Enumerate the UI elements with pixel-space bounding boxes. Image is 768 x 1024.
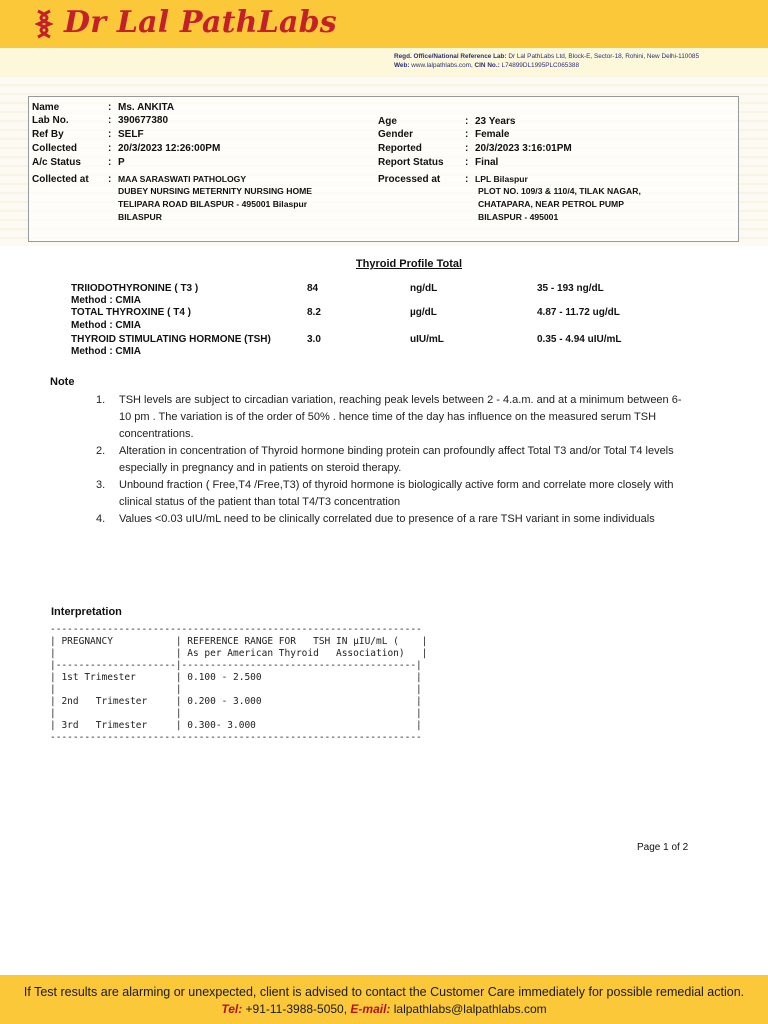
test-unit: µg/dL: [410, 307, 437, 318]
interpretation-heading: Interpretation: [51, 606, 122, 618]
footer-bar: [0, 975, 768, 1024]
office-address: Regd. Office/National Reference Lab: Dr Lal PathLabs Ltd, Block-E, Sector-18, Rohini, New Delhi-110085: [394, 53, 699, 60]
footer-advisory: If Test results are alarming or unexpected, client is advised to contact the Customer Care immediately for possible remedial action.: [23, 985, 745, 999]
test-panel-title: Thyroid Profile Total: [355, 258, 463, 270]
processed-at-line: PLOT NO. 109/3 & 110/4, TILAK NAGAR,: [478, 186, 641, 196]
test-method: Method : CMIA: [71, 295, 141, 306]
colon: :: [108, 102, 112, 113]
refby-value: SELF: [118, 129, 144, 140]
footer-contact: [0, 1002, 768, 1016]
processed-at-line: BILASPUR - 495001: [478, 212, 559, 222]
collected-at-line: TELIPARA ROAD BILASPUR - 495001 Bilaspur: [118, 199, 308, 209]
colon: :: [465, 143, 469, 154]
email-value: lalpathlabs@lalpathlabs.com: [390, 1002, 547, 1016]
test-name: TRIIODOTHYRONINE ( T3 ): [71, 283, 199, 294]
note-text: Unbound fraction ( Free,T4 /Free,T3) of thyroid hormone is biologically active form and correlate more closely with clinical status of the patient than total T4/T3 concentration: [119, 479, 674, 508]
labno-value: 390677380: [118, 115, 169, 126]
name-value: Ms. ANKITA: [118, 102, 175, 113]
note-text: TSH levels are subject to circadian variation, reaching peak levels between 2 - 4.a.m. and at a minimum between 6-10 pm . The variation is of the order of 50% . hence time of the day has influence on the measured serum TSH concentrations.: [119, 394, 682, 440]
report-status-label: Report Status: [378, 157, 444, 168]
reference-range-table: ----------------------------------------------------------------- | PREGNANCY | REFERENCE RANGE FOR TSH IN µIU/mL ( | | | As per American Thyroid Association) | |---------------------|-----------------------------------------| | 1st Trimester | 0.100 - 2.500 | | | | | 2nd Trimester | 0.200 - 3.000 | | | | | 3rd Trimester | 0.300- 3.000 | -----------------------------------------------------------------: [50, 624, 428, 743]
brand-logo-text: Dr Lal PathLabs: [64, 5, 337, 40]
dna-logo-icon: [35, 9, 53, 39]
note-heading: Note: [50, 376, 75, 388]
labno-label: Lab No.: [32, 115, 69, 126]
colon: :: [108, 115, 112, 126]
test-name: TOTAL THYROXINE ( T4 ): [71, 307, 192, 318]
colon: :: [108, 129, 112, 140]
colon: :: [465, 116, 469, 127]
note-text: Values <0.03 uIU/mL need to be clinically correlated due to presence of a rare TSH variant in some individuals: [119, 513, 655, 525]
colon: :: [465, 129, 469, 140]
processed-at-line: LPL Bilaspur: [475, 174, 528, 184]
collected-value: 20/3/2023 12:26:00PM: [118, 143, 221, 154]
test-range: 4.87 - 11.72 ug/dL: [537, 307, 620, 318]
gender-label: Gender: [378, 129, 414, 140]
processed-at-line: CHATAPARA, NEAR PETROL PUMP: [478, 199, 624, 209]
note-text: Alteration in concentration of Thyroid hormone binding protein can profoundly affect Total T3 and/or Total T4 levels especially in pregnancy and in patients on steroid therapy.: [119, 445, 674, 474]
colon: :: [465, 174, 469, 185]
office-info: [0, 48, 768, 76]
refby-label: Ref By: [32, 129, 64, 140]
test-unit: uIU/mL: [410, 334, 444, 345]
note-item: [96, 511, 686, 528]
office-web-cin: Web: www.lalpathlabs.com, CIN No.: L74899DL1995PLC065388: [394, 62, 579, 69]
patient-details-box: [28, 96, 739, 242]
tel-value: +91-11-3988-5050,: [242, 1002, 348, 1016]
colon: :: [465, 157, 469, 168]
reported-label: Reported: [378, 143, 422, 154]
collected-at-line: MAA SARASWATI PATHOLOGY: [118, 174, 247, 184]
test-range: 35 - 193 ng/dL: [537, 283, 604, 294]
colon: :: [108, 157, 112, 168]
note-number: 3.: [96, 479, 106, 491]
note-item: [96, 477, 686, 511]
collected-at-label: Collected at: [32, 174, 89, 185]
name-label: Name: [32, 102, 60, 113]
colon: :: [108, 174, 112, 185]
colon: :: [108, 143, 112, 154]
email-label: E-mail:: [347, 1002, 391, 1016]
header-bar: [0, 0, 768, 48]
report-status-value: Final: [475, 157, 499, 168]
test-unit: ng/dL: [410, 283, 438, 294]
test-method: Method : CMIA: [71, 320, 141, 331]
test-name: THYROID STIMULATING HORMONE (TSH): [71, 334, 271, 345]
test-method: Method : CMIA: [71, 346, 141, 357]
collected-at-line: BILASPUR: [118, 212, 162, 222]
gender-value: Female: [475, 129, 510, 140]
test-value: 3.0: [307, 334, 321, 345]
age-value: 23 Years: [475, 116, 516, 127]
test-range: 0.35 - 4.94 uIU/mL: [537, 334, 622, 345]
collected-at-line: DUBEY NURSING METERNITY NURSING HOME: [118, 186, 313, 196]
test-value: 8.2: [307, 307, 321, 318]
processed-at-label: Processed at: [378, 174, 441, 185]
note-item: [96, 443, 686, 477]
tel-label: Tel:: [221, 1002, 243, 1016]
test-value: 84: [307, 283, 319, 294]
note-number: 1.: [96, 394, 106, 406]
note-number: 4.: [96, 513, 106, 525]
acstatus-label: A/c Status: [32, 157, 81, 168]
page-number: Page 1 of 2: [637, 842, 689, 853]
reported-value: 20/3/2023 3:16:01PM: [475, 143, 572, 154]
age-label: Age: [378, 116, 397, 127]
note-item: [96, 392, 686, 443]
acstatus-value: P: [118, 157, 125, 168]
note-number: 2.: [96, 445, 106, 457]
collected-label: Collected: [32, 143, 78, 154]
